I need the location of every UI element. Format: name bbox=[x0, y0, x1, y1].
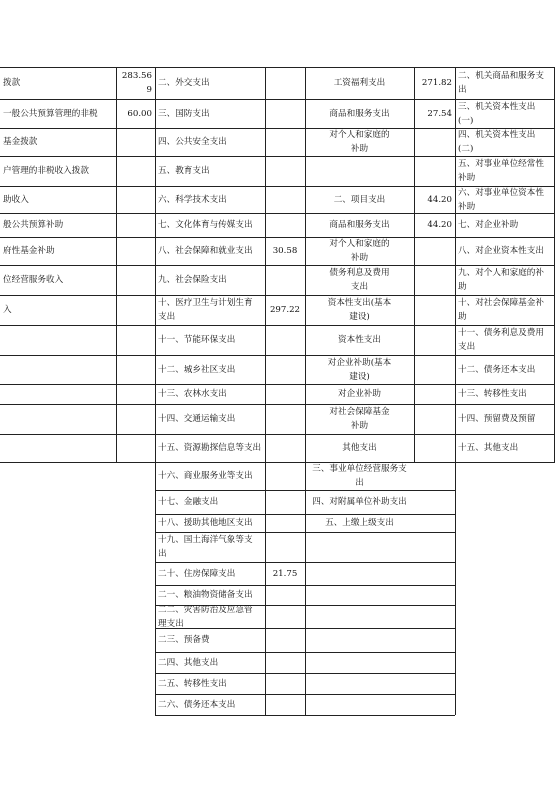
economic-item: 资本性支出 bbox=[338, 335, 381, 345]
column-rule bbox=[265, 462, 266, 715]
category-item: 七、对企业补助 bbox=[458, 220, 519, 230]
function-item: 六、科学技术支出 bbox=[158, 194, 227, 205]
income-item: 户管理的非税收入拨款 bbox=[3, 166, 89, 176]
economic-item: 资本性支出(基本 建设) bbox=[327, 298, 392, 322]
row-rule bbox=[0, 462, 555, 463]
function-item: 二五、转移性支出 bbox=[158, 678, 227, 689]
income-item: 基金拨款 bbox=[3, 137, 38, 147]
economic-item: 对个人和家庭的 补助 bbox=[329, 130, 390, 154]
economic-item: 二、项目支出 bbox=[333, 194, 386, 205]
function-item: 二一、粮油物资储备支出 bbox=[158, 590, 253, 600]
function-item: 二三、预备费 bbox=[158, 635, 210, 645]
function-item: 三、国防支出 bbox=[158, 108, 210, 119]
category-item: 十五、其他支出 bbox=[458, 443, 519, 453]
function-item: 十三、农林水支出 bbox=[158, 389, 227, 399]
economic-item: 对企业补助 bbox=[338, 389, 381, 399]
function-item: 四、公共安全支出 bbox=[158, 137, 227, 147]
category-item: 四、机关资本性支出 (二) bbox=[458, 130, 536, 154]
function-item: 十二、城乡社区支出 bbox=[158, 364, 236, 375]
economic-amount: 44.20 bbox=[427, 220, 452, 230]
economic-item: 四、对附属单位补助支出 bbox=[312, 497, 407, 507]
function-item: 二、外交支出 bbox=[158, 78, 210, 88]
income-item: 府性基金补助 bbox=[3, 246, 55, 256]
function-item: 十七、金融支出 bbox=[158, 497, 219, 507]
column-rule bbox=[455, 462, 456, 715]
income-item: 拨款 bbox=[3, 78, 21, 88]
income-item: 助收入 bbox=[3, 194, 29, 205]
income-amount: 60.00 bbox=[127, 108, 152, 119]
function-amount: 21.75 bbox=[272, 568, 298, 579]
function-item: 八、社会保障和就业支出 bbox=[158, 246, 253, 256]
category-item: 八、对企业资本性支出 bbox=[458, 246, 544, 256]
income-amount: 283.56 9 bbox=[121, 71, 152, 95]
income-item: 般公共预算补助 bbox=[3, 220, 64, 230]
category-item: 十二、债务还本支出 bbox=[458, 364, 536, 375]
function-amount: 297.22 bbox=[269, 305, 301, 315]
economic-item: 对社会保障基金 补助 bbox=[329, 407, 390, 431]
economic-item: 商品和服务支出 bbox=[329, 220, 390, 230]
economic-amount: 27.54 bbox=[427, 108, 452, 119]
category-item: 十、对社会保障基金补 助 bbox=[458, 298, 544, 322]
function-item: 十、医疗卫生与计划生育 支出 bbox=[158, 298, 253, 322]
function-item: 九、社会保险支出 bbox=[158, 275, 227, 285]
economic-amount: 271.82 bbox=[421, 78, 452, 88]
function-item: 十五、资源勘探信息等支出 bbox=[158, 443, 262, 453]
category-item: 三、机关资本性支出 (一) bbox=[458, 101, 536, 126]
function-amount: 30.58 bbox=[272, 246, 298, 256]
income-item: 一般公共预算管理的非税 bbox=[3, 108, 98, 119]
function-item: 十六、商业服务业等支出 bbox=[158, 471, 253, 481]
category-item: 六、对事业单位资本性 补助 bbox=[458, 187, 544, 212]
function-item: 七、文化体育与传媒支出 bbox=[158, 220, 253, 230]
function-item: 二四、其他支出 bbox=[158, 657, 219, 668]
row-rule bbox=[155, 715, 455, 716]
economic-amount: 44.20 bbox=[427, 194, 452, 205]
category-item: 九、对个人和家庭的补 助 bbox=[458, 268, 544, 292]
function-item: 二十、住房保障支出 bbox=[158, 568, 236, 579]
economic-item: 其他支出 bbox=[342, 443, 377, 453]
function-item: 十四、交通运输支出 bbox=[158, 414, 236, 424]
category-item: 五、对事业单位经常性 补助 bbox=[458, 159, 544, 183]
economic-item: 商品和服务支出 bbox=[329, 108, 390, 119]
income-item: 入 bbox=[3, 305, 12, 315]
economic-item: 债务利息及费用 支出 bbox=[329, 268, 390, 292]
function-item: 二二、灾害防治及应急管 理支出 bbox=[158, 605, 253, 628]
category-item: 二、机关商品和服务支 出 bbox=[458, 71, 544, 95]
function-item: 五、教育支出 bbox=[158, 166, 210, 176]
function-item: 十一、节能环保支出 bbox=[158, 335, 236, 345]
economic-item: 五、上缴上级支出 bbox=[325, 518, 394, 528]
economic-item: 工资福利支出 bbox=[333, 78, 386, 88]
function-item: 十九、国土海洋气象等支 出 bbox=[158, 535, 253, 559]
economic-item: 对企业补助(基本 建设) bbox=[327, 357, 392, 382]
income-item: 位经营服务收入 bbox=[3, 275, 64, 285]
function-item: 二六、债务还本支出 bbox=[158, 699, 236, 710]
function-item: 十八、援助其他地区支出 bbox=[158, 518, 253, 528]
economic-item: 三、事业单位经营服务支 出 bbox=[312, 464, 407, 488]
category-item: 十三、转移性支出 bbox=[458, 389, 527, 399]
category-item: 十四、预留费及预留 bbox=[458, 414, 536, 424]
economic-item: 对个人和家庭的 补助 bbox=[329, 239, 390, 263]
category-item: 十一、债务利息及费用 支出 bbox=[458, 328, 544, 352]
